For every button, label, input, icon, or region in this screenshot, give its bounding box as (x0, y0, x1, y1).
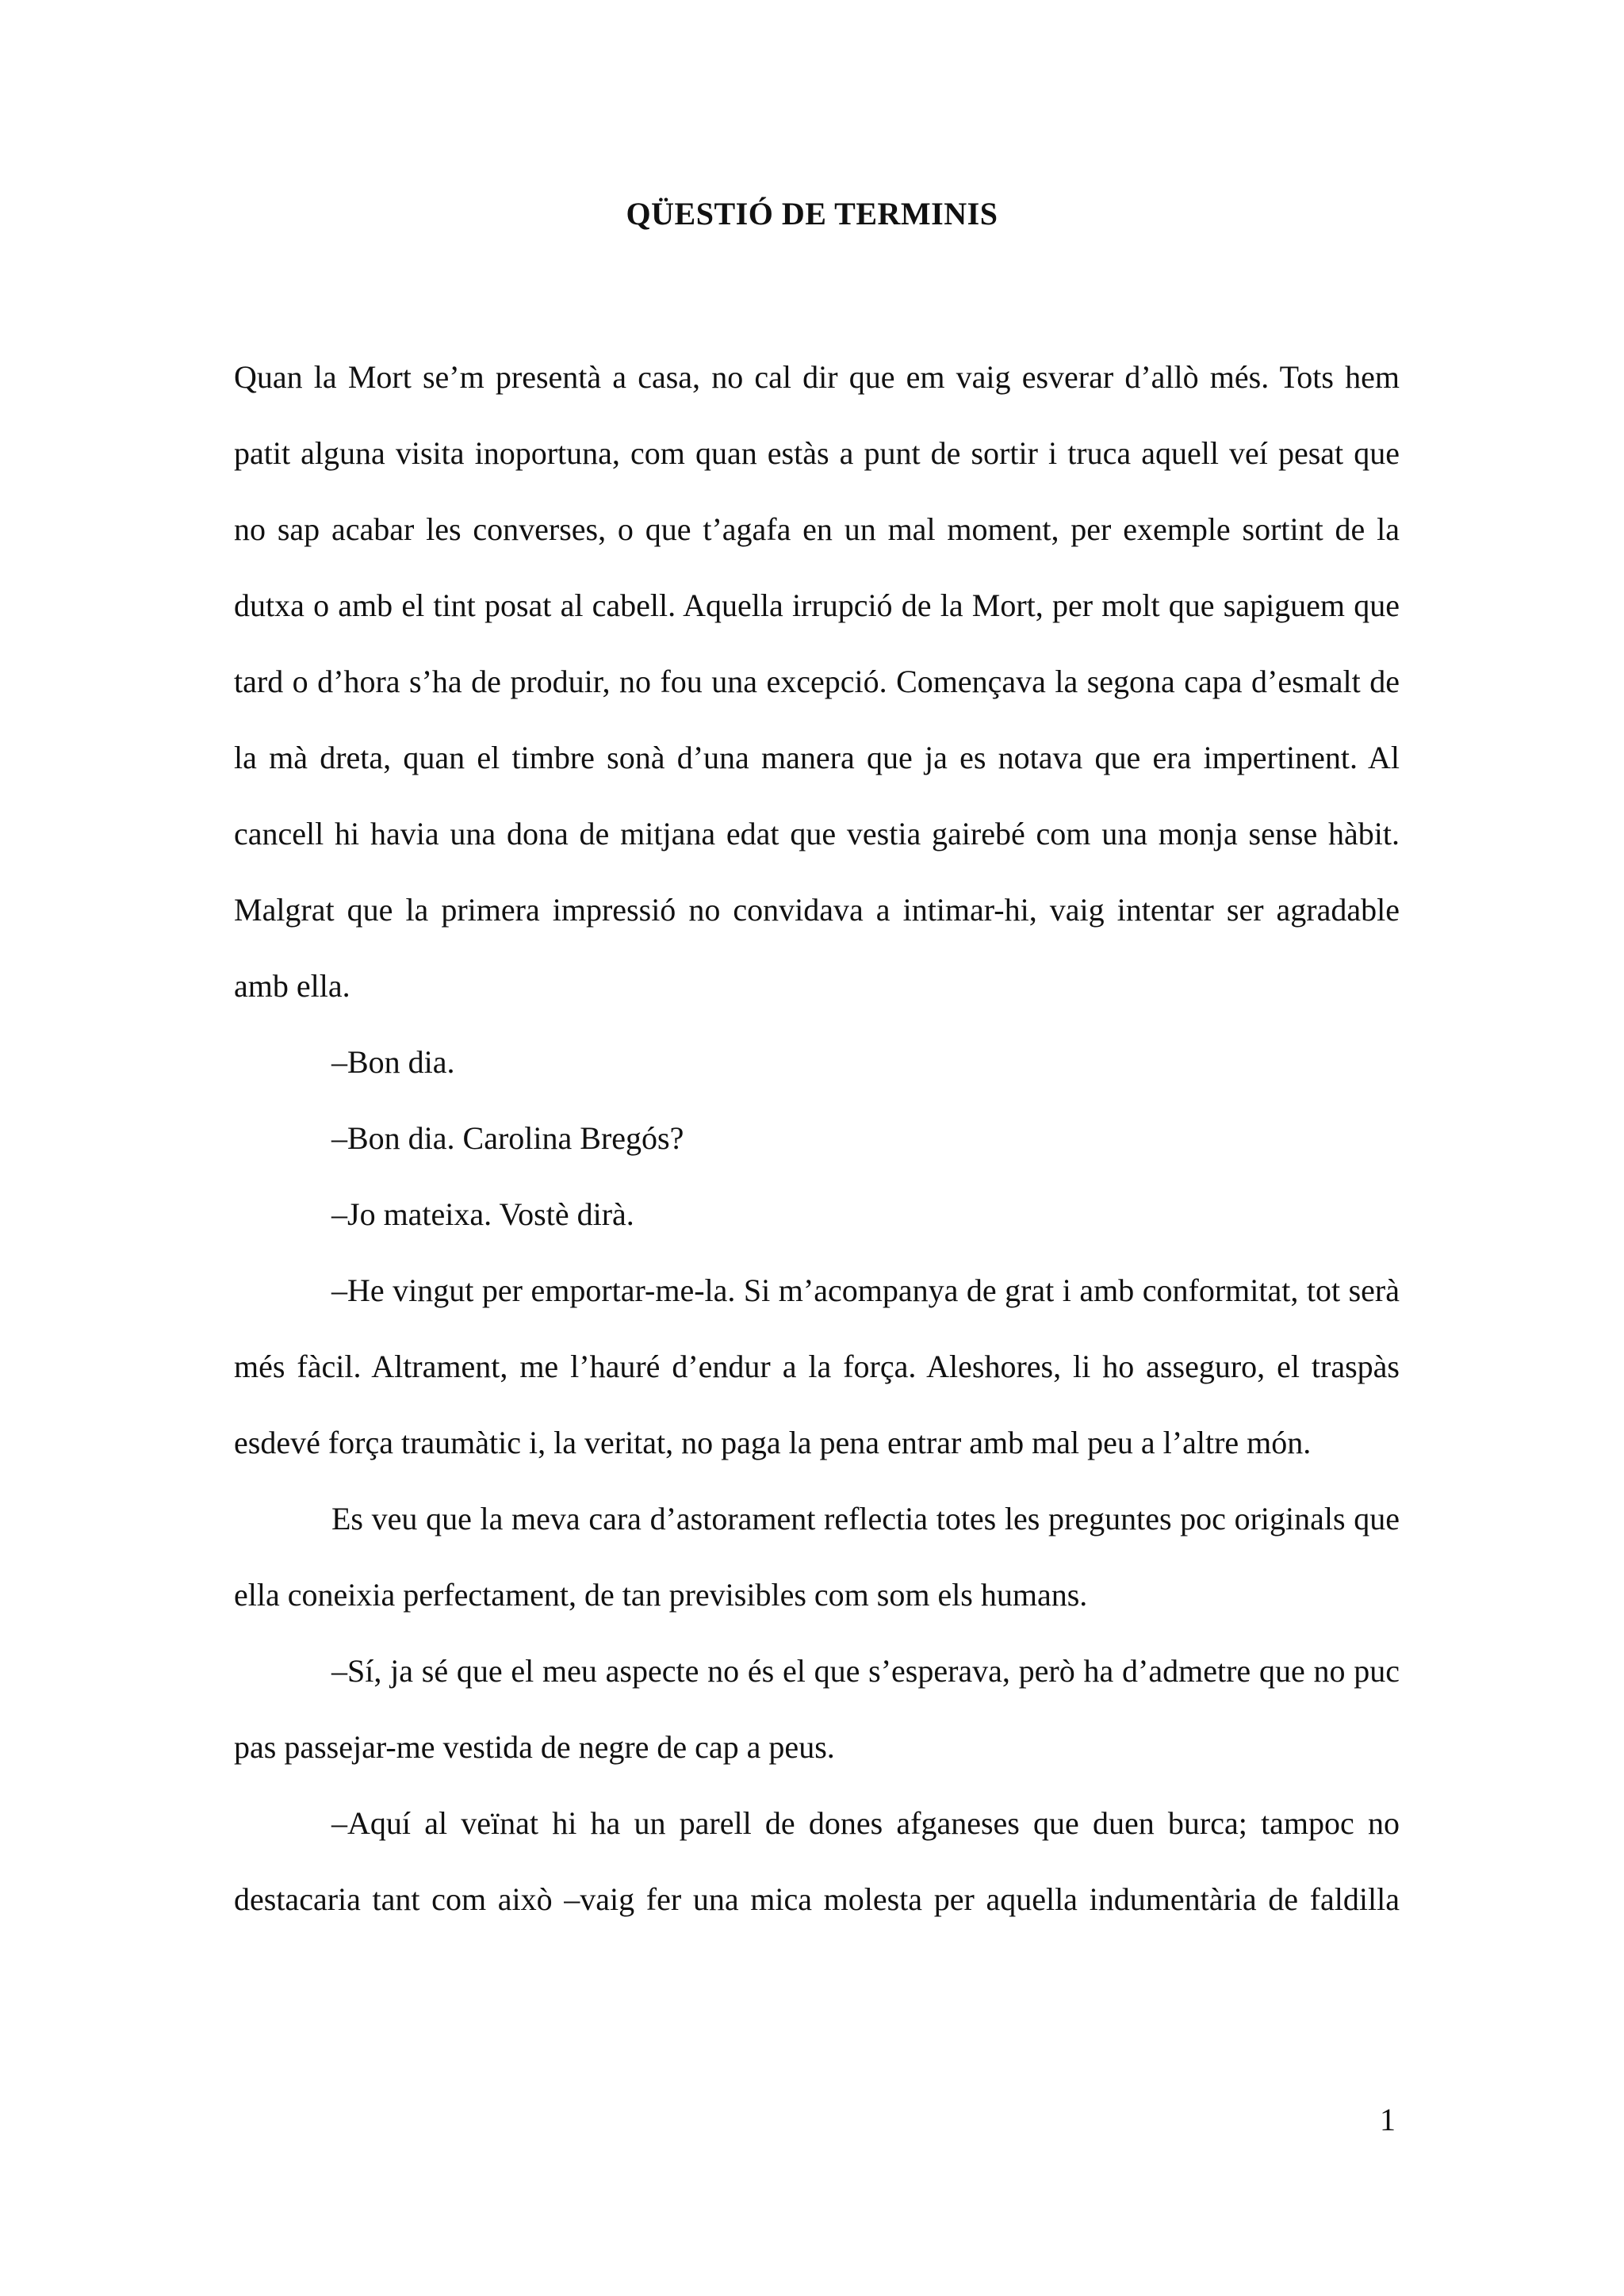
paragraph: –Bon dia. (331, 1044, 455, 1080)
paragraph: –He vingut per emportar-me-la. Si m’acompanya de grat i amb conformitat, tot serà més fàcil. Altrament, me l’hauré d’endur a la força. Aleshores, li ho asseguro, el traspàs esdevé força traumàtic i, la veritat, no paga la pena entrar amb mal peu a l’altre món. (234, 1272, 1400, 1460)
paragraph: –Aquí al veïnat hi ha un parell de dones afganeses que duen burca; tampoc no destacaria tant com això –vaig fer una mica molesta per aquella indumentària de faldilla (234, 1805, 1400, 1917)
page-number: 1 (1380, 2102, 1396, 2137)
document-title: QÜESTIÓ DE TERMINIS (626, 196, 998, 232)
paragraph: Es veu que la meva cara d’astorament reflectia totes les preguntes poc originals que ella coneixia perfectament, de tan previsibles com som els humans. (234, 1501, 1400, 1613)
paragraph: –Sí, ja sé que el meu aspecte no és el que s’esperava, però ha d’admetre que no puc pas passejar-me vestida de negre de cap a peus. (234, 1653, 1400, 1765)
paragraph: Quan la Mort se’m presentà a casa, no cal dir que em vaig esverar d’allò més. Tots hem patit alguna visita inoportuna, com quan estàs a punt de sortir i truca aquell veí pesat que no sap acabar les converses, o que t’agafa en un mal moment, per exemple sortint de la dutxa o amb el tint posat al cabell. Aquella irrupció de la Mort, per molt que sapiguem que tard o d’hora s’ha de produir, no fou una excepció. Començava la segona capa d’esmalt de la mà dreta, quan el timbre sonà d’una manera que ja es notava que era impertinent. Al cancell hi havia una dona de mitjana edat que vestia gairebé com una monja sense hàbit. Malgrat que la primera impressió no convidava a intimar-hi, vaig intentar ser agradable amb ella. (234, 359, 1400, 1004)
document-body (234, 339, 1400, 1938)
paragraph: –Bon dia. Carolina Bregós? (331, 1120, 684, 1156)
paragraph: –Jo mateixa. Vostè dirà. (331, 1196, 634, 1232)
